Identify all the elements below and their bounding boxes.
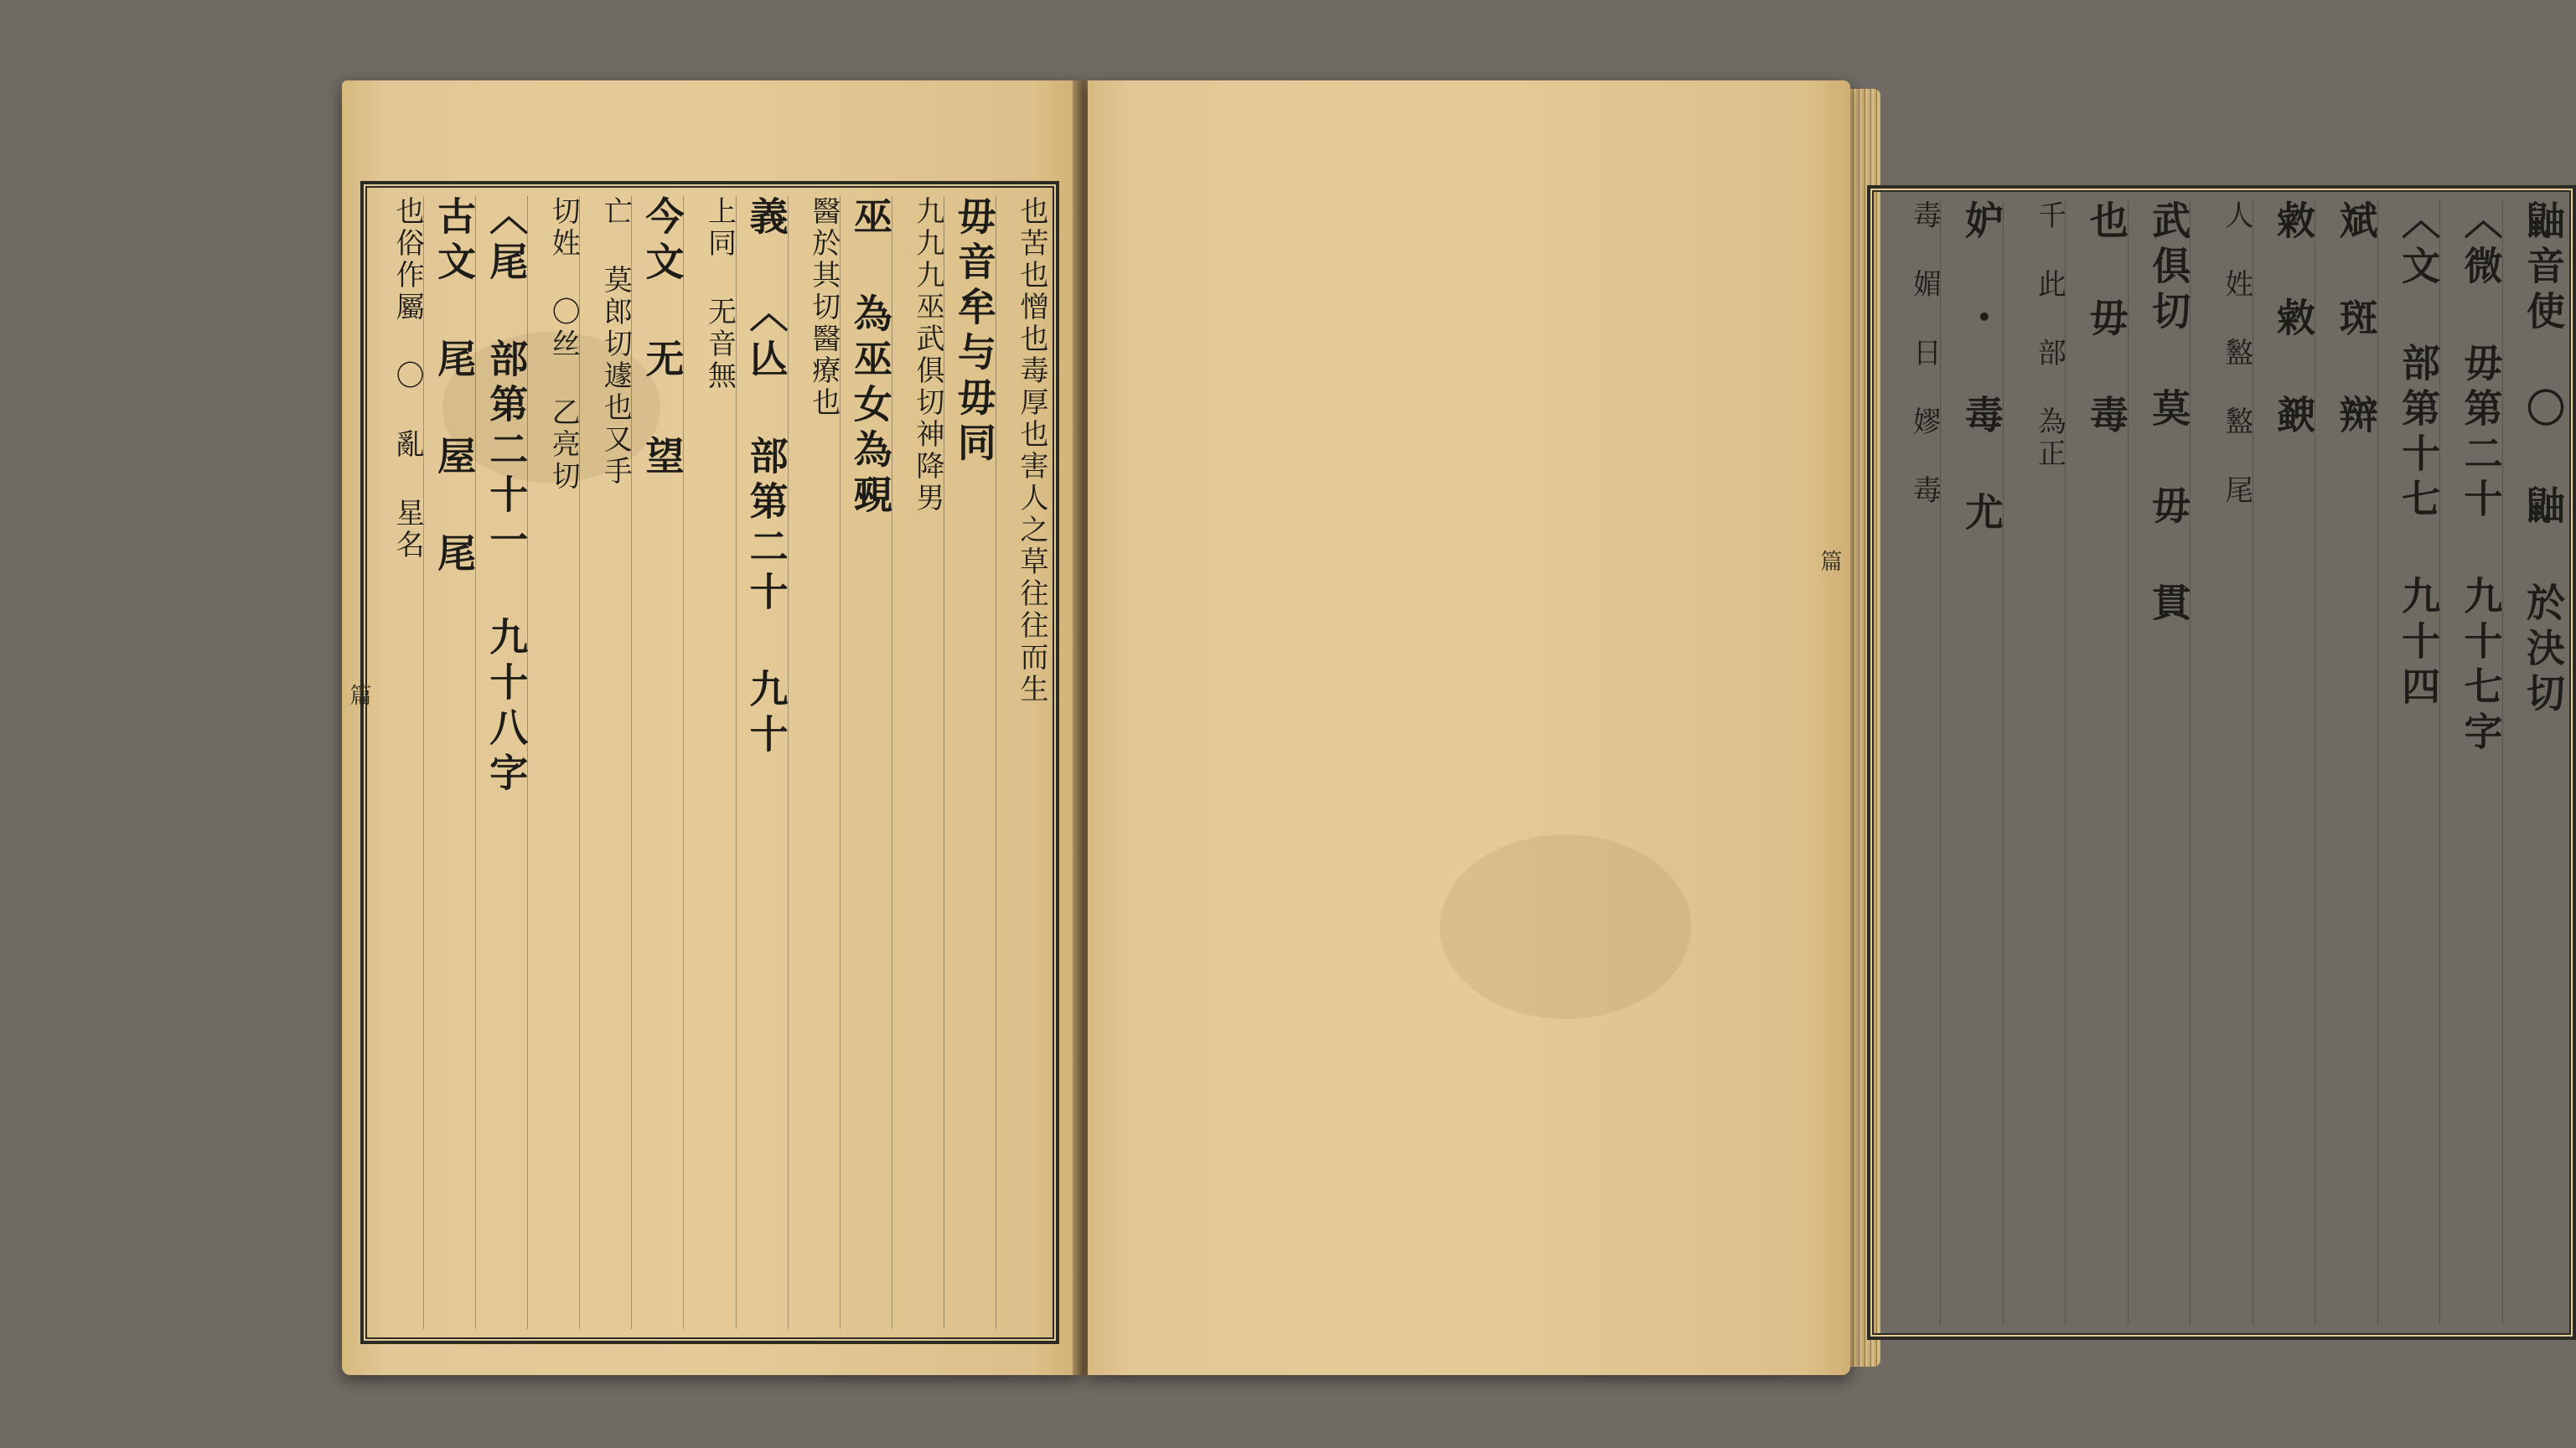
text-column: 今文 无 望 [631,196,683,1329]
left-page [342,80,1079,1375]
text-column: 義 〈亾 部第二十 九十 [736,196,788,1329]
left-page-columns [372,196,1047,1329]
text-column: 〈微 毋第二十 九十七字 [2439,200,2501,1325]
text-column: 斌 斑 辬 [2315,200,2377,1325]
text-column: 九九九巫武俱切神降男 [892,196,944,1329]
fold-margin-mark: 篇 [1817,550,1842,571]
text-column: 毒 媚 日 嫪 毒 [1907,200,1942,507]
right-page-columns [1879,200,2564,1325]
text-column: 妒 ・ 毒 尤 [1940,200,2002,1325]
text-column: 毋音牟与毋同 [944,196,996,1329]
text-column: 上同 无音無 [683,196,735,1329]
text-column: 也苦也憎也毒厚也害人之草往往而生 [996,196,1047,1329]
right-page [1088,80,2566,1375]
open-book [335,80,2566,1379]
text-column: 古文 尾 屋 尾 [423,196,475,1329]
text-column: 〈文 部第十七 九十四 [2377,200,2439,1325]
paper-stain [1440,835,1691,1019]
text-column: 切姓 〇丝 乙亮切 [527,196,579,1329]
text-column: 巫 為巫女為覡 [840,196,892,1329]
right-page-frame [1867,185,2576,1340]
text-column: 醫於其切醫療也 [788,196,840,1329]
text-column: 人 姓 盭 盭 尾 [2190,200,2252,1325]
text-column: 武俱切 莫 毋 貫 [2128,200,2190,1325]
text-column: 鼬音使 〇 鼬 於決切 [2502,200,2564,1325]
text-column: 千 此 部 為正 [2003,200,2065,1325]
text-column: 也 毋 毒 [2065,200,2127,1325]
left-page-frame [360,181,1059,1344]
text-column: 〈尾 部第二十一 九十八字 [475,196,527,1329]
text-column: 亡 莫郎切遽也又手 [579,196,631,1329]
fold-margin-mark: 篇 [346,684,371,706]
text-column: 也俗作屬 〇 亂 星名 [391,196,425,561]
text-column: 敹 敹 斔 [2253,200,2315,1325]
